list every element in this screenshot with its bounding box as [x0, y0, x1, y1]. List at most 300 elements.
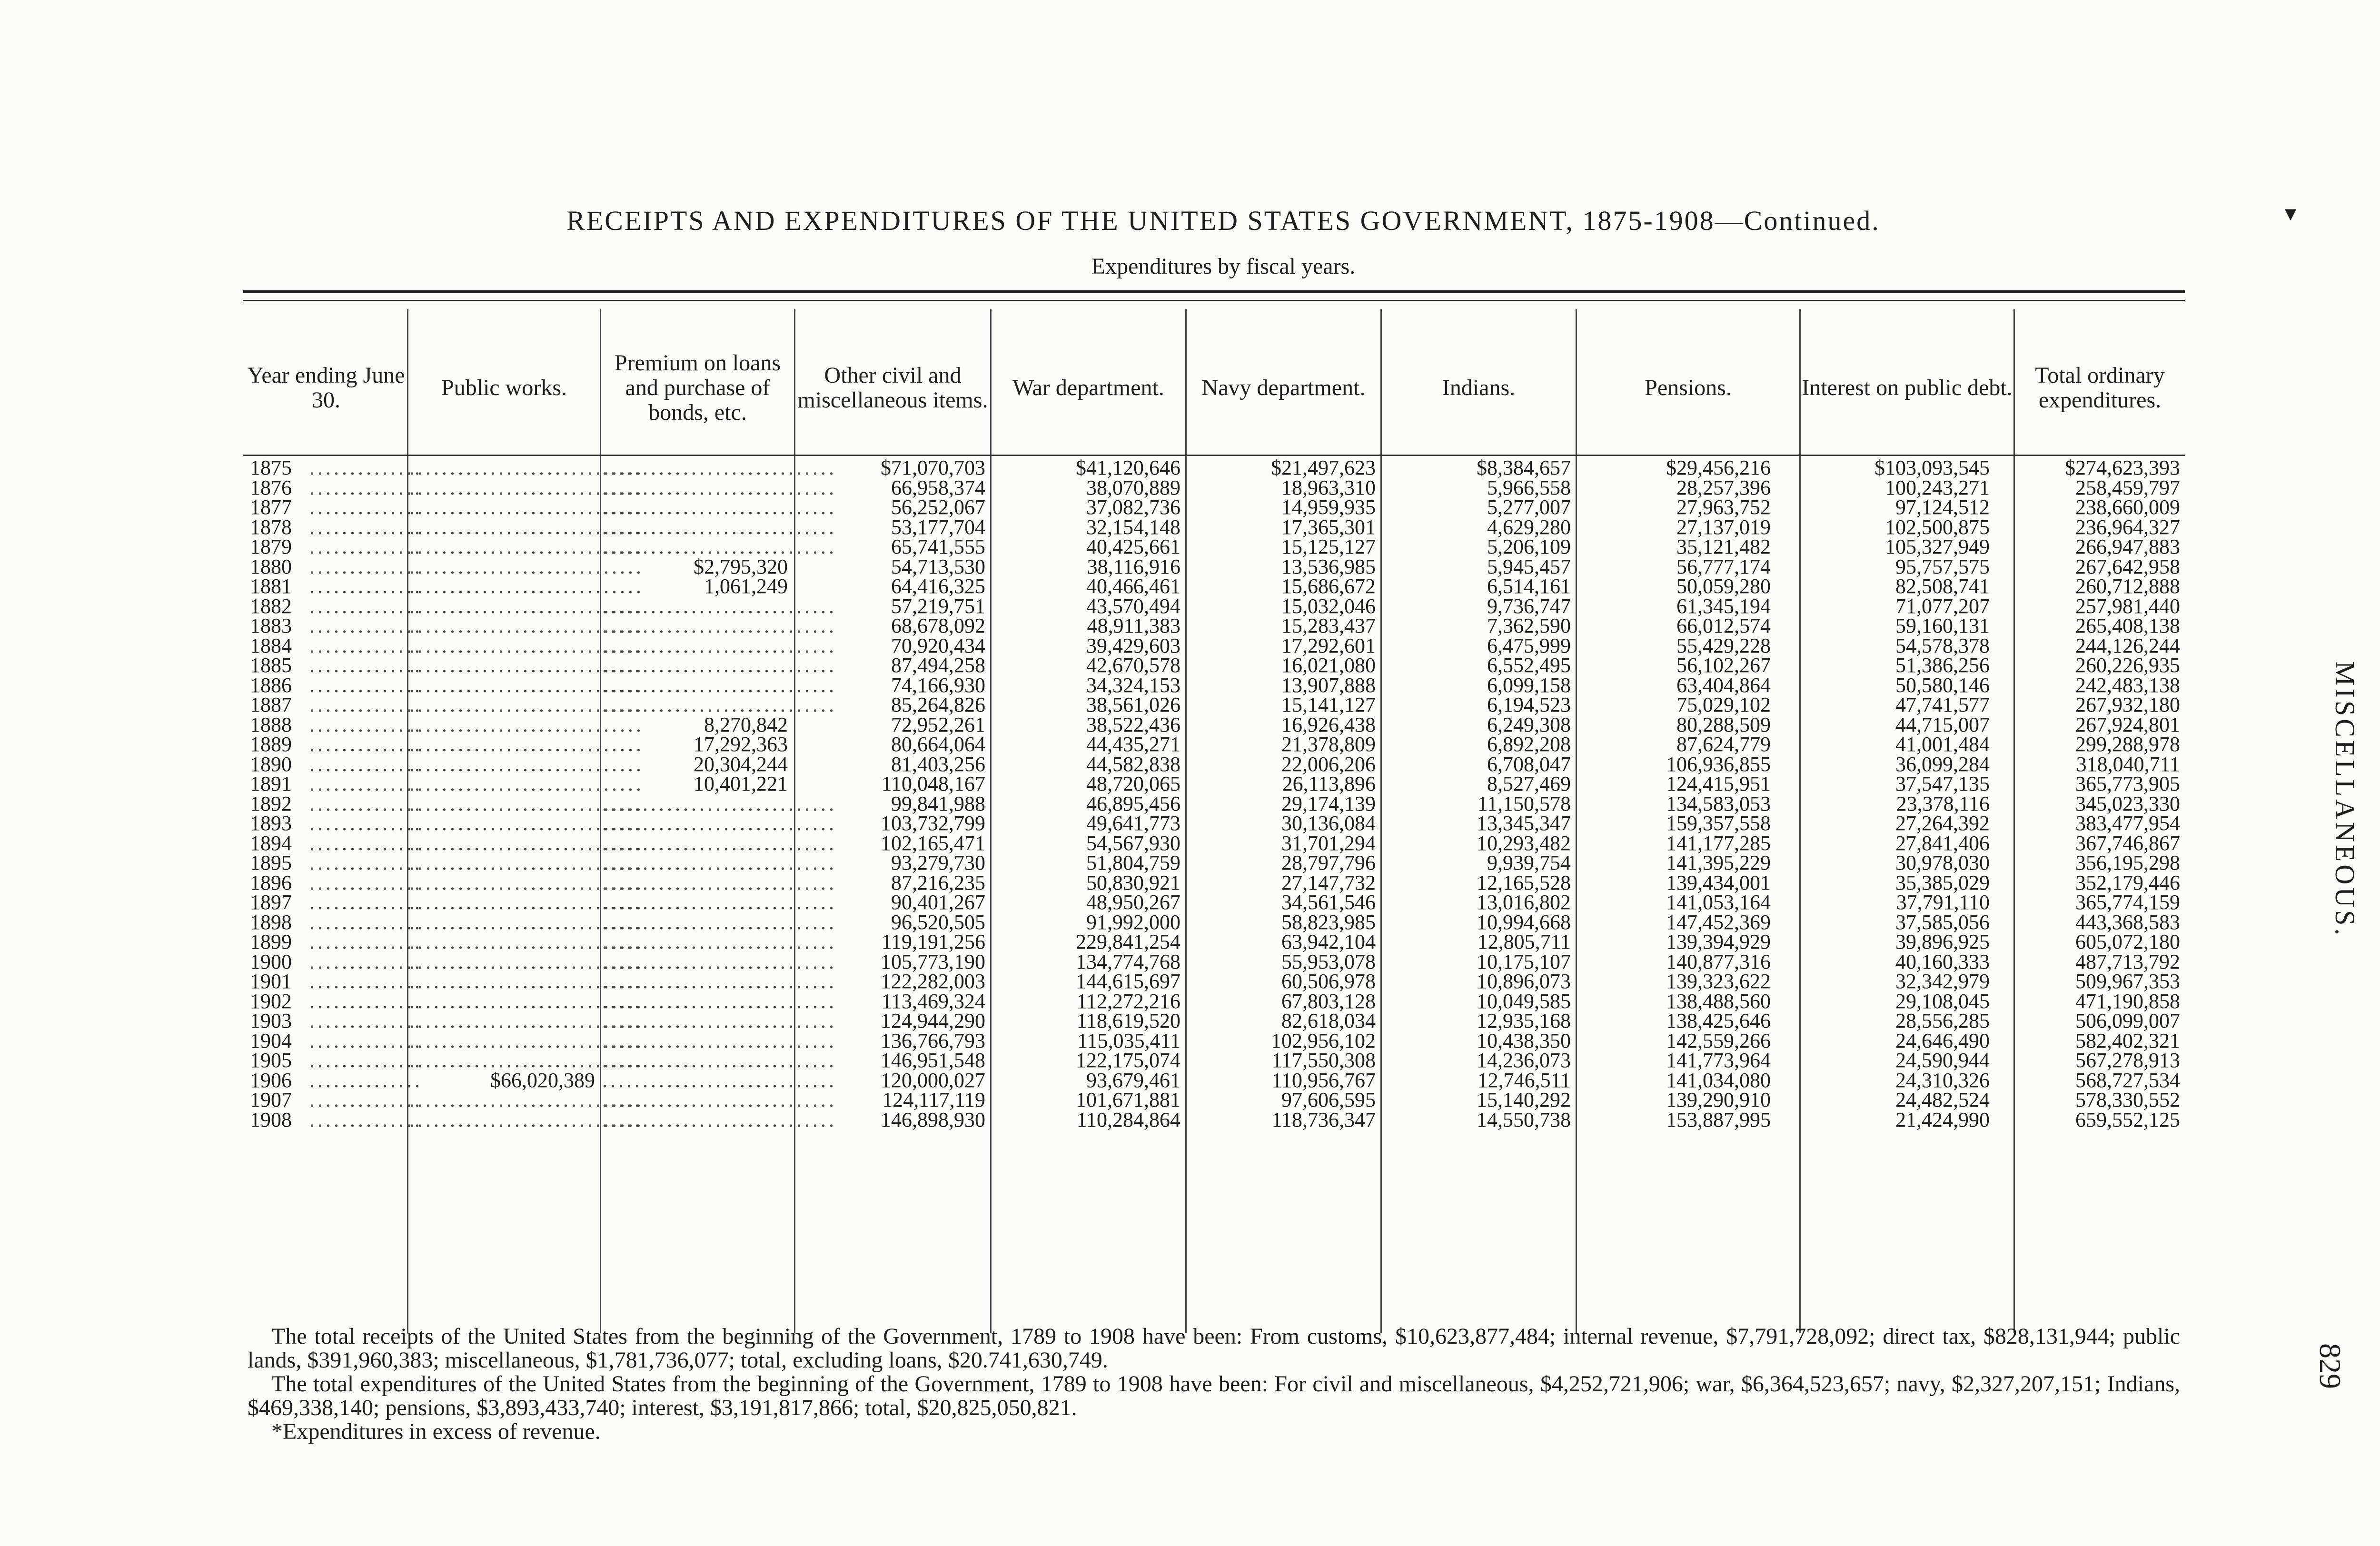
- indians-cell: 12,805,711: [1477, 930, 1571, 953]
- leader-dots: .............................: [409, 496, 644, 519]
- leader-dots: ..............: [309, 989, 423, 1013]
- indians-cell: 5,945,457: [1487, 555, 1571, 578]
- leader-dots: .............................: [409, 950, 644, 973]
- leader-dots: .............................: [409, 713, 644, 736]
- war-cell: 38,116,916: [1087, 555, 1180, 578]
- total-cell: 257,981,440: [2075, 594, 2180, 618]
- year-cell: 1889: [250, 733, 292, 756]
- year-cell: 1894: [250, 831, 292, 855]
- leader-dots: .............................: [409, 752, 644, 776]
- year-cell: 1882: [250, 594, 292, 618]
- pensions-cell: 124,415,951: [1666, 772, 1771, 795]
- header-navy-department: Navy department.: [1201, 375, 1366, 400]
- total-cell: 567,278,913: [2075, 1049, 2180, 1072]
- header-indians: Indians.: [1442, 375, 1516, 400]
- table-row: [243, 576, 2185, 596]
- civil-cell: 120,000,027: [881, 1068, 985, 1092]
- leader-dots: .............................: [602, 693, 837, 716]
- indians-cell: 10,049,585: [1477, 989, 1571, 1013]
- table-row: [243, 596, 2185, 616]
- war-cell: 34,324,153: [1086, 673, 1180, 697]
- year-cell: 1898: [250, 910, 292, 934]
- pensions-cell: 50,059,280: [1676, 575, 1771, 598]
- leader-dots: .............................: [602, 989, 837, 1013]
- table-row: [243, 774, 2185, 794]
- civil-cell: 146,898,930: [881, 1108, 985, 1131]
- indians-cell: 10,175,107: [1477, 950, 1571, 973]
- table-row: [243, 952, 2185, 972]
- war-cell: 48,950,267: [1086, 891, 1180, 914]
- interest-cell: 23,378,116: [1896, 792, 1990, 815]
- leader-dots: .............................: [409, 575, 644, 598]
- year-cell: 1883: [250, 614, 292, 637]
- year-cell: 1876: [250, 476, 292, 499]
- leader-dots: .............................: [602, 1009, 837, 1032]
- indians-cell: 4,629,280: [1487, 515, 1571, 539]
- year-cell: 1892: [250, 792, 292, 815]
- total-cell: 365,773,905: [2075, 772, 2180, 795]
- war-cell: 54,567,930: [1086, 831, 1180, 855]
- pensions-cell: 80,288,509: [1676, 713, 1771, 736]
- indians-cell: 6,475,999: [1487, 634, 1571, 657]
- civil-cell: 102,165,471: [881, 831, 985, 855]
- page-subtitle: Expenditures by fiscal years.: [1091, 254, 1356, 279]
- war-cell: 93,679,461: [1086, 1068, 1180, 1092]
- asterisk-note: *Expenditures in excess of revenue.: [271, 1419, 601, 1444]
- interest-cell: 105,327,949: [1885, 535, 1990, 558]
- civil-cell: 93,279,730: [891, 851, 985, 874]
- leader-dots: .............................: [602, 535, 837, 558]
- premium-cell: 17,292,363: [694, 733, 788, 756]
- leader-dots: ..............: [309, 891, 423, 914]
- civil-cell: 81,403,256: [891, 752, 985, 776]
- table-row: [243, 991, 2185, 1011]
- leader-dots: .............................: [409, 594, 644, 618]
- war-cell: 42,670,578: [1086, 654, 1180, 677]
- pensions-cell: 159,357,558: [1666, 812, 1771, 835]
- table-row: [243, 458, 2185, 478]
- table-row: [243, 1110, 2185, 1130]
- interest-cell: 35,385,029: [1895, 871, 1990, 894]
- indians-cell: 14,550,738: [1477, 1108, 1571, 1131]
- total-cell: 267,924,801: [2075, 713, 2180, 736]
- table-row: [243, 675, 2185, 695]
- civil-cell: 124,944,290: [881, 1009, 985, 1032]
- war-cell: 49,641,773: [1086, 812, 1180, 835]
- indians-cell: 6,892,208: [1487, 733, 1571, 756]
- leader-dots: ..............: [309, 1049, 423, 1072]
- total-cell: 345,023,330: [2075, 792, 2180, 815]
- total-cell: 244,126,244: [2075, 634, 2180, 657]
- total-cell: 365,774,159: [2075, 891, 2180, 914]
- leader-dots: .............................: [602, 930, 837, 953]
- leader-dots: .............................: [602, 1029, 837, 1052]
- war-cell: 51,804,759: [1086, 851, 1180, 874]
- interest-cell: 24,590,944: [1895, 1049, 1990, 1072]
- civil-cell: 72,952,261: [891, 713, 985, 736]
- ink-speck: ▾: [2285, 201, 2297, 226]
- top-rule: [243, 290, 2185, 293]
- leader-dots: .............................: [409, 831, 644, 855]
- interest-cell: 24,482,524: [1895, 1088, 1990, 1111]
- civil-cell: 122,282,003: [881, 970, 985, 993]
- year-cell: 1902: [250, 989, 292, 1013]
- premium-cell: $2,795,320: [694, 555, 788, 578]
- interest-cell: 37,791,110: [1896, 891, 1990, 914]
- leader-dots: ..............: [309, 1009, 423, 1032]
- war-cell: 48,720,065: [1086, 772, 1180, 795]
- leader-dots: ..............: [309, 970, 423, 993]
- navy-cell: 16,926,438: [1281, 713, 1376, 736]
- leader-dots: ..............: [309, 634, 423, 657]
- pensions-cell: 63,404,864: [1676, 673, 1771, 697]
- leader-dots: ..............: [309, 910, 423, 934]
- indians-cell: 9,736,747: [1487, 594, 1571, 618]
- total-cell: 299,288,978: [2075, 733, 2180, 756]
- navy-cell: 15,283,437: [1281, 614, 1376, 637]
- total-cell: 260,226,935: [2075, 654, 2180, 677]
- leader-dots: .............................: [409, 1108, 644, 1131]
- interest-cell: 39,896,925: [1895, 930, 1990, 953]
- indians-cell: 11,150,578: [1477, 792, 1571, 815]
- war-cell: 38,070,889: [1086, 476, 1180, 499]
- table-row: [243, 655, 2185, 675]
- war-cell: 115,035,411: [1077, 1029, 1180, 1052]
- header-war-department: War department.: [1012, 375, 1164, 400]
- year-cell: 1887: [250, 693, 292, 716]
- table-row: [243, 695, 2185, 715]
- pensions-cell: 141,177,285: [1666, 831, 1771, 855]
- leader-dots: .............................: [602, 456, 837, 479]
- war-cell: 39,429,603: [1086, 634, 1180, 657]
- interest-cell: 50,580,146: [1895, 673, 1990, 697]
- leader-dots: .............................: [409, 515, 644, 539]
- pensions-cell: 142,559,266: [1666, 1029, 1771, 1052]
- premium-cell: 20,304,244: [694, 752, 788, 776]
- leader-dots: .............................: [409, 772, 644, 795]
- war-cell: 91,992,000: [1086, 910, 1180, 934]
- civil-cell: 64,416,325: [891, 575, 985, 598]
- leader-dots: .............................: [409, 930, 644, 953]
- interest-cell: 40,160,333: [1895, 950, 1990, 973]
- pensions-cell: 138,488,560: [1666, 989, 1771, 1013]
- navy-cell: $21,497,623: [1271, 456, 1376, 479]
- total-cell: 659,552,125: [2075, 1108, 2180, 1131]
- total-cell: 265,408,138: [2075, 614, 2180, 637]
- year-cell: 1908: [250, 1108, 292, 1131]
- leader-dots: .............................: [409, 634, 644, 657]
- navy-cell: 15,032,046: [1281, 594, 1376, 618]
- civil-cell: 87,494,258: [891, 654, 985, 677]
- year-cell: 1891: [250, 772, 292, 795]
- navy-cell: 118,736,347: [1271, 1108, 1376, 1131]
- leader-dots: ..............: [309, 456, 423, 479]
- leader-dots: .............................: [602, 871, 837, 894]
- navy-cell: 110,956,767: [1271, 1068, 1376, 1092]
- section-label: MISCELLANEOUS.: [2330, 661, 2360, 938]
- navy-cell: 15,125,127: [1281, 535, 1376, 558]
- civil-cell: 54,713,530: [891, 555, 985, 578]
- interest-cell: 37,547,135: [1895, 772, 1990, 795]
- year-cell: 1905: [250, 1049, 292, 1072]
- total-cell: 267,932,180: [2075, 693, 2180, 716]
- indians-cell: 7,362,590: [1487, 614, 1571, 637]
- navy-cell: 34,561,546: [1281, 891, 1376, 914]
- leader-dots: .............................: [409, 871, 644, 894]
- civil-cell: 80,664,064: [891, 733, 985, 756]
- navy-cell: 63,942,104: [1281, 930, 1376, 953]
- leader-dots: .............................: [602, 594, 837, 618]
- leader-dots: ..............: [309, 871, 423, 894]
- civil-cell: 66,958,374: [891, 476, 985, 499]
- table-row: [243, 1070, 2185, 1090]
- pensions-cell: 106,936,855: [1666, 752, 1771, 776]
- pensions-cell: 138,425,646: [1666, 1009, 1771, 1032]
- interest-cell: 28,556,285: [1895, 1009, 1990, 1032]
- civil-cell: 53,177,704: [891, 515, 985, 539]
- navy-cell: 14,959,935: [1281, 496, 1376, 519]
- total-cell: 258,459,797: [2075, 476, 2180, 499]
- leader-dots: .............................: [409, 812, 644, 835]
- leader-dots: .............................: [602, 950, 837, 973]
- war-cell: 50,830,921: [1086, 871, 1180, 894]
- year-cell: 1884: [250, 634, 292, 657]
- navy-cell: 60,506,978: [1281, 970, 1376, 993]
- leader-dots: .............................: [409, 614, 644, 637]
- leader-dots: ..............: [309, 693, 423, 716]
- navy-cell: 13,536,985: [1281, 555, 1376, 578]
- pensions-cell: 27,137,019: [1676, 515, 1771, 539]
- leader-dots: .............................: [409, 693, 644, 716]
- pensions-cell: 56,102,267: [1676, 654, 1771, 677]
- leader-dots: ..............: [309, 851, 423, 874]
- public-works-cell: $66,020,389: [490, 1068, 595, 1092]
- pensions-cell: $29,456,216: [1666, 456, 1771, 479]
- indians-cell: 15,140,292: [1477, 1088, 1571, 1111]
- total-cell: 443,368,583: [2075, 910, 2180, 934]
- pensions-cell: 139,434,001: [1666, 871, 1771, 894]
- war-cell: 122,175,074: [1076, 1049, 1180, 1072]
- expenditures-note: The total expenditures of the United States from the beginning of the Government, 1789 to 1908 have been: For civil and miscellaneous, $4,252,721,906; war, $6,364,523,657; navy, $2,327,207,151; Indians, $469,338,140; pensions, $3,893,433,740; interest, $3,191,817,866; total, $20,825,050,821.: [248, 1371, 2180, 1420]
- leader-dots: .............................: [602, 1068, 837, 1092]
- indians-cell: 9,939,754: [1487, 851, 1571, 874]
- civil-cell: 90,401,267: [891, 891, 985, 914]
- leader-dots: .............................: [409, 476, 644, 499]
- indians-cell: 14,236,073: [1477, 1049, 1571, 1072]
- total-cell: 266,947,883: [2075, 535, 2180, 558]
- year-cell: 1881: [250, 575, 292, 598]
- leader-dots: .............................: [409, 535, 644, 558]
- total-cell: 267,642,958: [2075, 555, 2180, 578]
- interest-cell: 97,124,512: [1895, 496, 1990, 519]
- table-row: [243, 853, 2185, 873]
- total-cell: $274,623,393: [2065, 456, 2180, 479]
- navy-cell: 58,823,985: [1281, 910, 1376, 934]
- total-cell: 582,402,321: [2075, 1029, 2180, 1052]
- leader-dots: .............................: [602, 970, 837, 993]
- indians-cell: 12,165,528: [1477, 871, 1571, 894]
- civil-cell: 85,264,826: [891, 693, 985, 716]
- indians-cell: 6,514,161: [1487, 575, 1571, 598]
- civil-cell: 68,678,092: [891, 614, 985, 637]
- year-cell: 1888: [250, 713, 292, 736]
- indians-cell: 6,708,047: [1487, 752, 1571, 776]
- navy-cell: 21,378,809: [1281, 733, 1376, 756]
- pensions-cell: 87,624,779: [1676, 733, 1771, 756]
- total-cell: 487,713,792: [2075, 950, 2180, 973]
- leader-dots: .............................: [602, 654, 837, 677]
- indians-cell: 10,438,350: [1477, 1029, 1571, 1052]
- leader-dots: ..............: [309, 673, 423, 697]
- interest-cell: 54,578,378: [1895, 634, 1990, 657]
- civil-cell: 103,732,799: [881, 812, 985, 835]
- table-row: [243, 971, 2185, 991]
- indians-cell: 10,293,482: [1477, 831, 1571, 855]
- indians-cell: $8,384,657: [1477, 456, 1571, 479]
- premium-cell: 10,401,221: [694, 772, 788, 795]
- table-row: [243, 932, 2185, 952]
- indians-cell: 6,194,523: [1487, 693, 1571, 716]
- year-cell: 1878: [250, 515, 292, 539]
- indians-cell: 10,994,668: [1477, 910, 1571, 934]
- war-cell: 38,561,026: [1086, 693, 1180, 716]
- navy-cell: 28,797,796: [1281, 851, 1376, 874]
- leader-dots: .............................: [602, 851, 837, 874]
- leader-dots: ..............: [309, 812, 423, 835]
- interest-cell: 27,841,406: [1895, 831, 1990, 855]
- indians-cell: 8,527,469: [1487, 772, 1571, 795]
- navy-cell: 17,365,301: [1281, 515, 1376, 539]
- civil-cell: 119,191,256: [881, 930, 985, 953]
- year-cell: 1890: [250, 752, 292, 776]
- war-cell: $41,120,646: [1076, 456, 1180, 479]
- leader-dots: .............................: [409, 910, 644, 934]
- table-row: [243, 497, 2185, 517]
- total-cell: 238,660,009: [2075, 496, 2180, 519]
- leader-dots: .............................: [602, 1088, 837, 1111]
- leader-dots: ..............: [309, 1088, 423, 1111]
- leader-dots: .............................: [602, 812, 837, 835]
- leader-dots: .............................: [409, 456, 644, 479]
- page-number: 829: [2313, 1343, 2347, 1389]
- leader-dots: .............................: [602, 891, 837, 914]
- total-cell: 236,964,327: [2075, 515, 2180, 539]
- navy-cell: 82,618,034: [1281, 1009, 1376, 1032]
- year-cell: 1875: [250, 456, 292, 479]
- interest-cell: 59,160,131: [1895, 614, 1990, 637]
- interest-cell: 82,508,741: [1895, 575, 1990, 598]
- pensions-cell: 141,395,229: [1666, 851, 1771, 874]
- leader-dots: .............................: [409, 1009, 644, 1032]
- civil-cell: 113,469,324: [881, 989, 985, 1013]
- interest-cell: 36,099,284: [1895, 752, 1990, 776]
- leader-dots: .............................: [602, 792, 837, 815]
- leader-dots: .............................: [409, 673, 644, 697]
- total-cell: 568,727,534: [2075, 1068, 2180, 1092]
- navy-cell: 15,686,672: [1281, 575, 1376, 598]
- header-other-civil: Other civil and miscellaneous items.: [797, 363, 988, 413]
- table-row: [243, 813, 2185, 833]
- leader-dots: .............................: [409, 555, 644, 578]
- header-pensions: Pensions.: [1645, 375, 1732, 400]
- indians-cell: 10,896,073: [1477, 970, 1571, 993]
- war-cell: 118,619,520: [1076, 1009, 1180, 1032]
- interest-cell: 21,424,990: [1895, 1108, 1990, 1131]
- interest-cell: 95,757,575: [1895, 555, 1990, 578]
- header-year: Year ending June 30.: [247, 363, 405, 413]
- total-cell: 242,483,138: [2075, 673, 2180, 697]
- year-cell: 1895: [250, 851, 292, 874]
- table-body: [243, 458, 2185, 1130]
- leader-dots: ..............: [309, 594, 423, 618]
- war-cell: 46,895,456: [1086, 792, 1180, 815]
- leader-dots: .............................: [602, 614, 837, 637]
- indians-cell: 5,966,558: [1487, 476, 1571, 499]
- war-cell: 112,272,216: [1076, 989, 1180, 1013]
- civil-cell: 96,520,505: [891, 910, 985, 934]
- navy-cell: 30,136,084: [1281, 812, 1376, 835]
- indians-cell: 5,277,007: [1487, 496, 1571, 519]
- table-row: [243, 734, 2185, 754]
- year-cell: 1893: [250, 812, 292, 835]
- table-row: [243, 912, 2185, 932]
- year-cell: 1904: [250, 1029, 292, 1052]
- total-cell: 318,040,711: [2076, 752, 2180, 776]
- leader-dots: .............................: [409, 733, 644, 756]
- war-cell: 44,435,271: [1086, 733, 1180, 756]
- table-row: [243, 517, 2185, 537]
- leader-dots: ..............: [309, 733, 423, 756]
- pensions-cell: 153,887,995: [1666, 1108, 1771, 1131]
- leader-dots: ..............: [309, 496, 423, 519]
- civil-cell: 146,951,548: [881, 1049, 985, 1072]
- total-cell: 356,195,298: [2075, 851, 2180, 874]
- leader-dots: .............................: [409, 792, 644, 815]
- leader-dots: .............................: [409, 989, 644, 1013]
- leader-dots: .............................: [409, 970, 644, 993]
- total-cell: 367,746,867: [2075, 831, 2180, 855]
- navy-cell: 31,701,294: [1281, 831, 1376, 855]
- total-cell: 383,477,954: [2075, 812, 2180, 835]
- navy-cell: 17,292,601: [1281, 634, 1376, 657]
- leader-dots: .............................: [602, 1108, 837, 1131]
- leader-dots: .............................: [602, 634, 837, 657]
- total-cell: 352,179,446: [2075, 871, 2180, 894]
- table-row: [243, 892, 2185, 912]
- civil-cell: $71,070,703: [881, 456, 985, 479]
- leader-dots: ..............: [309, 772, 423, 795]
- year-cell: 1880: [250, 555, 292, 578]
- leader-dots: ..............: [309, 1029, 423, 1052]
- table-row: [243, 715, 2185, 735]
- total-cell: 506,099,007: [2075, 1009, 2180, 1032]
- interest-cell: 32,342,979: [1895, 970, 1990, 993]
- pensions-cell: 27,963,752: [1676, 496, 1771, 519]
- table-row: [243, 636, 2185, 656]
- premium-cell: 8,270,842: [704, 713, 788, 736]
- pensions-cell: 141,053,164: [1666, 891, 1771, 914]
- civil-cell: 110,048,167: [881, 772, 985, 795]
- navy-cell: 117,550,308: [1271, 1049, 1376, 1072]
- leader-dots: ..............: [309, 713, 423, 736]
- navy-cell: 16,021,080: [1281, 654, 1376, 677]
- header-total: Total ordinary expenditures.: [2035, 363, 2165, 413]
- pensions-cell: 35,121,482: [1676, 535, 1771, 558]
- interest-cell: 44,715,007: [1895, 713, 1990, 736]
- civil-cell: 124,117,119: [882, 1088, 985, 1111]
- interest-cell: 51,386,256: [1895, 654, 1990, 677]
- leader-dots: ..............: [309, 1108, 423, 1131]
